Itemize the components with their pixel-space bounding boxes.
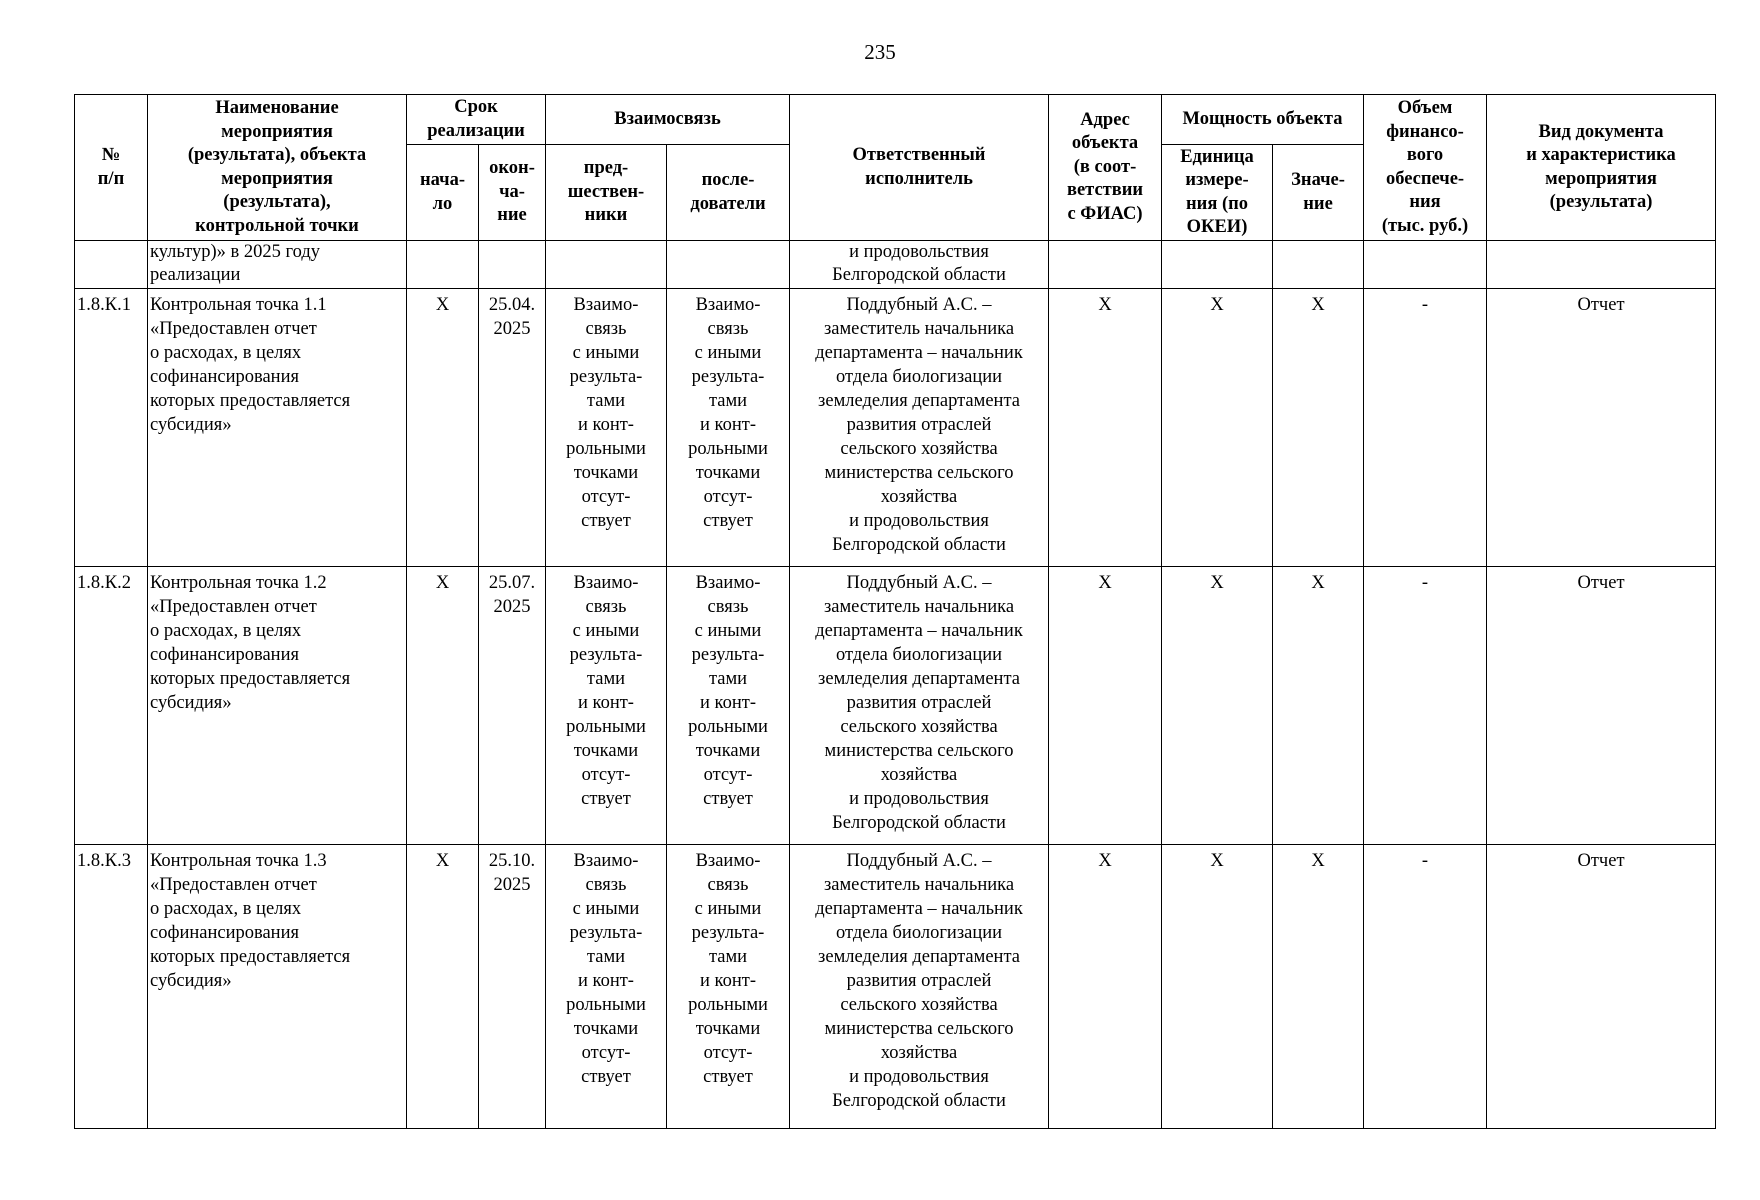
- header-capacity: Мощность объекта: [1162, 95, 1364, 145]
- header-doc-type: Вид документа и характеристика мероприятия (результата): [1487, 95, 1716, 241]
- header-unit: Единица измере- ния (по ОКЕИ): [1162, 145, 1273, 241]
- cell-address: X: [1049, 845, 1162, 1129]
- cell-predecessors: Взаимо- связь с иными результа- тами и конт- рольными точками отсут- ствует: [546, 567, 667, 845]
- cell-name: Контрольная точка 1.3 «Предоставлен отчет о расходах, в целях софинансирования которых предоставляется субсидия»: [148, 845, 407, 1129]
- cell-responsible: Поддубный А.С. – заместитель начальника департамента – начальник отдела биологизации земледелия департамента развития отраслей сельского хозяйства министерства сельского хозяйства и продовольствия Белгородской области: [790, 289, 1049, 567]
- table-row: [75, 845, 1716, 1129]
- header-responsible: Ответственный исполнитель: [790, 95, 1049, 241]
- plan-table: [74, 94, 1716, 1129]
- cell-doc-type: [1487, 241, 1716, 289]
- cell-end: 25.04. 2025: [479, 289, 546, 567]
- cell-predecessors: Взаимо- связь с иными результа- тами и конт- рольными точками отсут- ствует: [546, 845, 667, 1129]
- header-start: нача- ло: [407, 145, 479, 241]
- cell-finance: -: [1364, 289, 1487, 567]
- cell-predecessors: [546, 241, 667, 289]
- cell-unit: X: [1162, 289, 1273, 567]
- cell-doc-type: Отчет: [1487, 567, 1716, 845]
- cell-start: [407, 241, 479, 289]
- cell-responsible: Поддубный А.С. – заместитель начальника департамента – начальник отдела биологизации земледелия департамента развития отраслей сельского хозяйства министерства сельского хозяйства и продовольствия Белгородской области: [790, 567, 1049, 845]
- cell-end: 25.07. 2025: [479, 567, 546, 845]
- cell-num: 1.8.К.3: [75, 845, 148, 1129]
- cell-successors: [667, 241, 790, 289]
- cell-value: X: [1273, 289, 1364, 567]
- page-number: 235: [864, 40, 896, 64]
- cell-responsible: Поддубный А.С. – заместитель начальника департамента – начальник отдела биологизации земледелия департамента развития отраслей сельского хозяйства министерства сельского хозяйства и продовольствия Белгородской области: [790, 845, 1049, 1129]
- cell-doc-type: Отчет: [1487, 289, 1716, 567]
- cell-successors: Взаимо- связь с иными результа- тами и конт- рольными точками отсут- ствует: [667, 845, 790, 1129]
- cell-start: X: [407, 567, 479, 845]
- cell-num: [75, 241, 148, 289]
- continuation-row: [75, 241, 1716, 289]
- cell-value: [1273, 241, 1364, 289]
- header-address: Адрес объекта (в соот- ветствии с ФИАС): [1049, 95, 1162, 241]
- header-end: окон- ча- ние: [479, 145, 546, 241]
- cell-start: X: [407, 289, 479, 567]
- header-value: Значе- ние: [1273, 145, 1364, 241]
- cell-successors: Взаимо- связь с иными результа- тами и конт- рольными точками отсут- ствует: [667, 567, 790, 845]
- cell-end: 25.10. 2025: [479, 845, 546, 1129]
- cell-name: культур)» в 2025 году реализации: [148, 241, 407, 289]
- cell-unit: [1162, 241, 1273, 289]
- cell-finance: [1364, 241, 1487, 289]
- cell-predecessors: Взаимо- связь с иными результа- тами и конт- рольными точками отсут- ствует: [546, 289, 667, 567]
- header-num: № п/п: [75, 95, 148, 241]
- cell-successors: Взаимо- связь с иными результа- тами и конт- рольными точками отсут- ствует: [667, 289, 790, 567]
- cell-finance: -: [1364, 845, 1487, 1129]
- cell-address: X: [1049, 567, 1162, 845]
- cell-unit: X: [1162, 845, 1273, 1129]
- cell-end: [479, 241, 546, 289]
- cell-num: 1.8.К.2: [75, 567, 148, 845]
- cell-num: 1.8.К.1: [75, 289, 148, 567]
- cell-address: [1049, 241, 1162, 289]
- cell-responsible: и продовольствия Белгородской области: [790, 241, 1049, 289]
- header-name: Наименование мероприятия (результата), объекта мероприятия (результата), контрольной точки: [148, 95, 407, 241]
- cell-address: X: [1049, 289, 1162, 567]
- header-term: Срок реализации: [407, 95, 546, 145]
- header-successors: после- дователи: [667, 145, 790, 241]
- cell-finance: -: [1364, 567, 1487, 845]
- cell-value: X: [1273, 845, 1364, 1129]
- cell-doc-type: Отчет: [1487, 845, 1716, 1129]
- cell-unit: X: [1162, 567, 1273, 845]
- cell-name: Контрольная точка 1.2 «Предоставлен отчет о расходах, в целях софинансирования которых предоставляется субсидия»: [148, 567, 407, 845]
- table-row: [75, 289, 1716, 567]
- header-finance: Объем финансо- вого обеспече- ния (тыс. руб.): [1364, 95, 1487, 241]
- cell-start: X: [407, 845, 479, 1129]
- table-row: [75, 567, 1716, 845]
- cell-name: Контрольная точка 1.1 «Предоставлен отчет о расходах, в целях софинансирования которых предоставляется субсидия»: [148, 289, 407, 567]
- header-relation: Взаимосвязь: [546, 95, 790, 145]
- cell-value: X: [1273, 567, 1364, 845]
- header-predecessors: пред- шествен- ники: [546, 145, 667, 241]
